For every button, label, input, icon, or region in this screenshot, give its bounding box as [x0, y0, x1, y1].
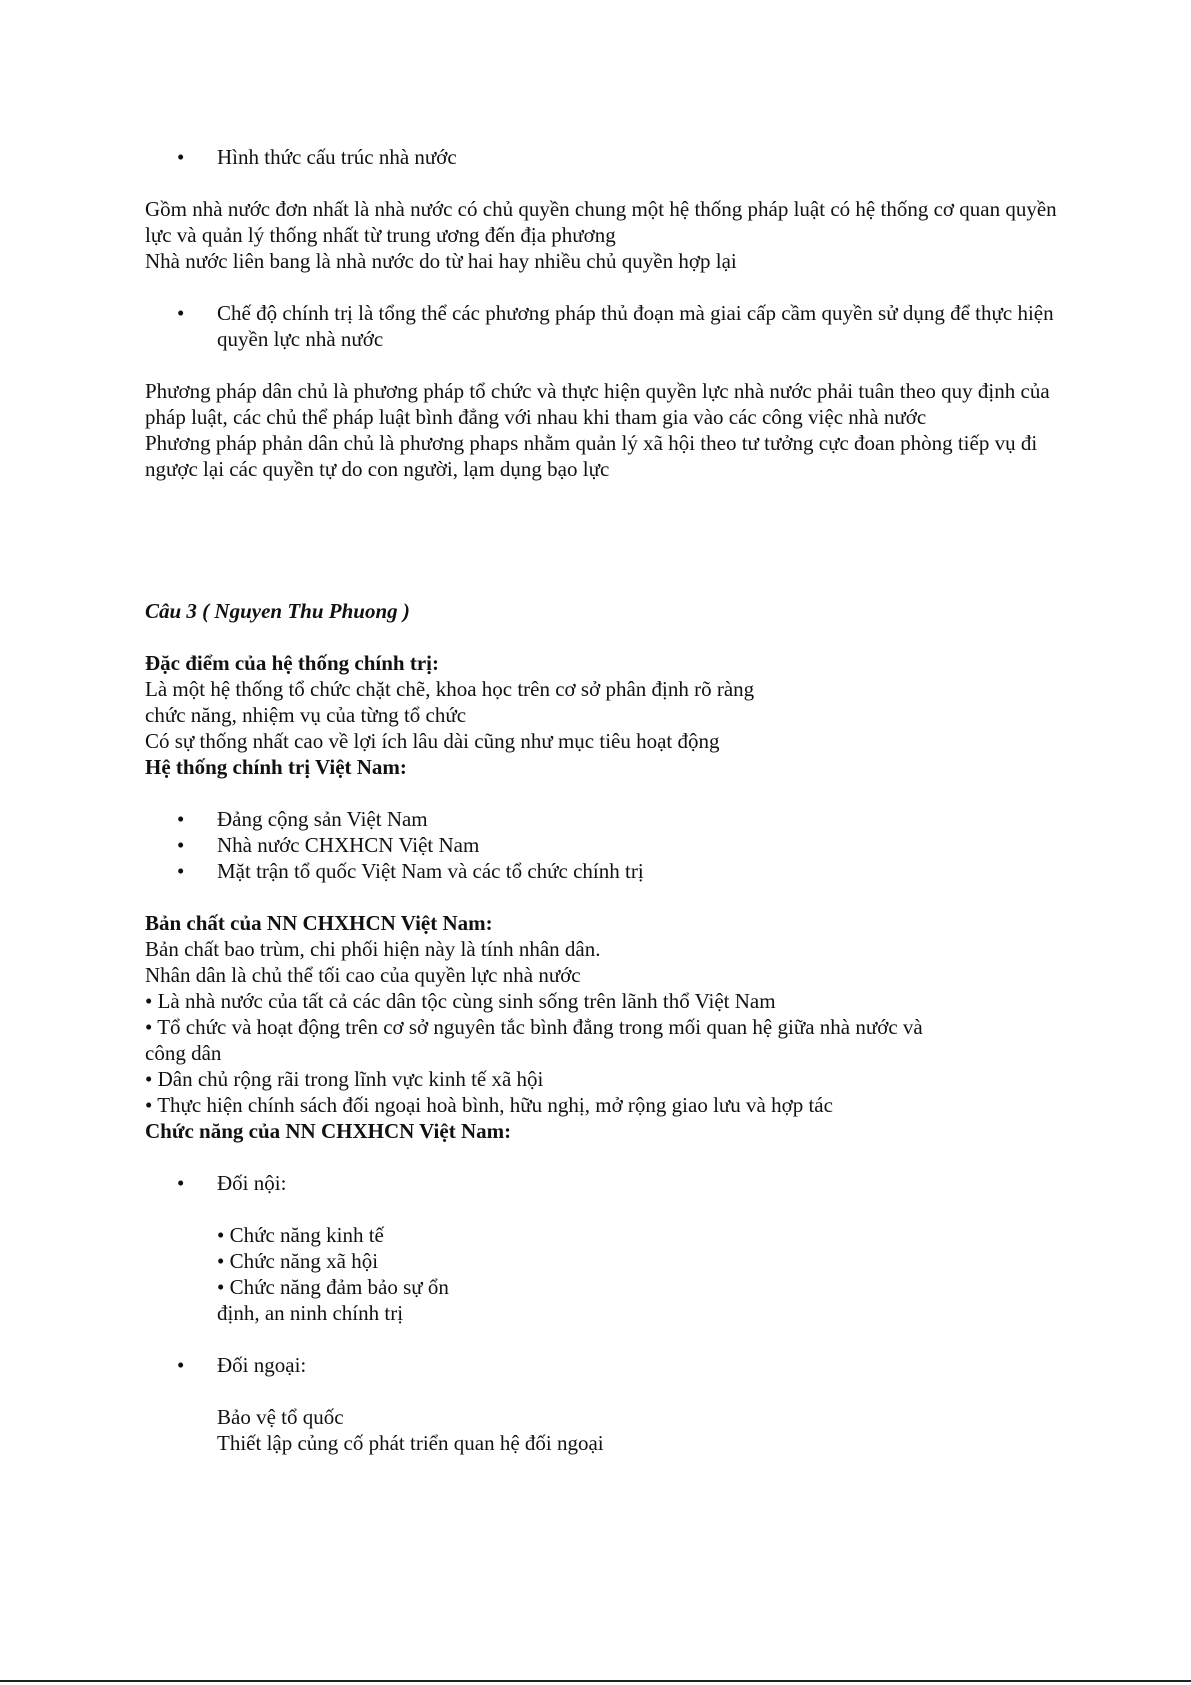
- vn-system-item: Nhà nước CHXHCN Việt Nam: [217, 833, 480, 857]
- page-bottom-rule: [0, 1680, 1191, 1682]
- domestic-functions: [145, 1222, 1065, 1326]
- features-line: chức năng, nhiệm vụ của từng tổ chức: [145, 703, 467, 727]
- question-title: Câu 3 ( Nguyen Thu Phuong ): [145, 599, 410, 623]
- bullet-item: [145, 858, 1065, 884]
- foreign-functions: [145, 1404, 1065, 1456]
- domestic-label: Đối nội:: [217, 1171, 287, 1195]
- bullet-glyph: •: [177, 807, 185, 831]
- bullet-item: [145, 300, 1065, 352]
- bullet-text-regime: Chế độ chính trị là tổng thể các phương pháp thủ đoạn mà giai cấp cầm quyền sử dụng để thực hiện quyền lực nhà nước: [217, 301, 1054, 351]
- nature-line: Nhân dân là chủ thể tối cao của quyền lực nhà nước: [145, 963, 581, 987]
- vn-system-item: Đảng cộng sản Việt Nam: [217, 807, 428, 831]
- vn-system-item: Mặt trận tổ quốc Việt Nam và các tổ chức chính trị: [217, 859, 644, 883]
- foreign-line: Thiết lập củng cố phát triển quan hệ đối ngoại: [217, 1431, 604, 1455]
- document-page: [145, 144, 1065, 1456]
- nature-line: Bản chất bao trùm, chi phối hiện này là tính nhân dân.: [145, 937, 601, 961]
- nature-line: • Dân chủ rộng rãi trong lĩnh vực kinh tế xã hội: [145, 1067, 544, 1091]
- domestic-line: • Chức năng đảm bảo sự ổn: [217, 1275, 449, 1299]
- nature-line: công dân: [145, 1041, 222, 1065]
- bullet-item: [145, 806, 1065, 832]
- features-line: Có sự thống nhất cao về lợi ích lâu dài cũng như mục tiêu hoạt động: [145, 729, 720, 753]
- bullet-item: [145, 832, 1065, 858]
- bullet-glyph: •: [177, 1353, 185, 1377]
- domestic-line: • Chức năng kinh tế: [217, 1223, 384, 1247]
- bullet-glyph: •: [177, 301, 185, 325]
- domestic-line: • Chức năng xã hội: [217, 1249, 379, 1273]
- paragraph-federal-state: Nhà nước liên bang là nhà nước do từ hai hay nhiều chủ quyền hợp lại: [145, 249, 737, 273]
- bullet-glyph: •: [177, 859, 185, 883]
- nature-line: • Là nhà nước của tất cả các dân tộc cùng sinh sống trên lãnh thổ Việt Nam: [145, 989, 776, 1013]
- nature-heading: Bản chất của NN CHXHCN Việt Nam:: [145, 911, 493, 935]
- nature-line: • Thực hiện chính sách đối ngoại hoà bình, hữu nghị, mở rộng giao lưu và hợp tác: [145, 1093, 833, 1117]
- bullet-item: [145, 144, 1065, 170]
- paragraph-antidemocratic-method: Phương pháp phản dân chủ là phương phaps nhằm quản lý xã hội theo tư tưởng cực đoan phòng tiếp vụ đi ngược lại các quyền tự do con người, lạm dụng bạo lực: [145, 431, 1038, 481]
- domestic-line: định, an ninh chính trị: [217, 1301, 404, 1325]
- bullet-item: [145, 1170, 1065, 1196]
- bullet-glyph: •: [177, 1171, 185, 1195]
- paragraph-unitary-state: Gồm nhà nước đơn nhất là nhà nước có chủ quyền chung một hệ thống pháp luật có hệ thống cơ quan quyền lực và quản lý thống nhất từ trung ương đến địa phương: [145, 197, 1057, 247]
- bullet-glyph: •: [177, 145, 185, 169]
- bullet-item: [145, 1352, 1065, 1378]
- paragraph-democratic-method: Phương pháp dân chủ là phương pháp tổ chức và thực hiện quyền lực nhà nước phải tuân theo quy định của pháp luật, các chủ thể pháp luật bình đẳng với nhau khi tham gia vào các công việc nhà nước: [145, 379, 1050, 429]
- nature-line: • Tổ chức và hoạt động trên cơ sở nguyên tắc bình đẳng trong mối quan hệ giữa nhà nước và: [145, 1015, 923, 1039]
- function-heading: Chức năng của NN CHXHCN Việt Nam:: [145, 1119, 512, 1143]
- bullet-glyph: •: [177, 833, 185, 857]
- foreign-label: Đối ngoại:: [217, 1353, 307, 1377]
- features-line: Là một hệ thống tổ chức chặt chẽ, khoa học trên cơ sở phân định rõ ràng: [145, 677, 755, 701]
- foreign-line: Bảo vệ tổ quốc: [217, 1405, 344, 1429]
- bullet-text-structure: Hình thức cấu trúc nhà nước: [217, 145, 457, 169]
- vn-system-heading: Hệ thống chính trị Việt Nam:: [145, 755, 407, 779]
- features-heading: Đặc điểm của hệ thống chính trị:: [145, 651, 439, 675]
